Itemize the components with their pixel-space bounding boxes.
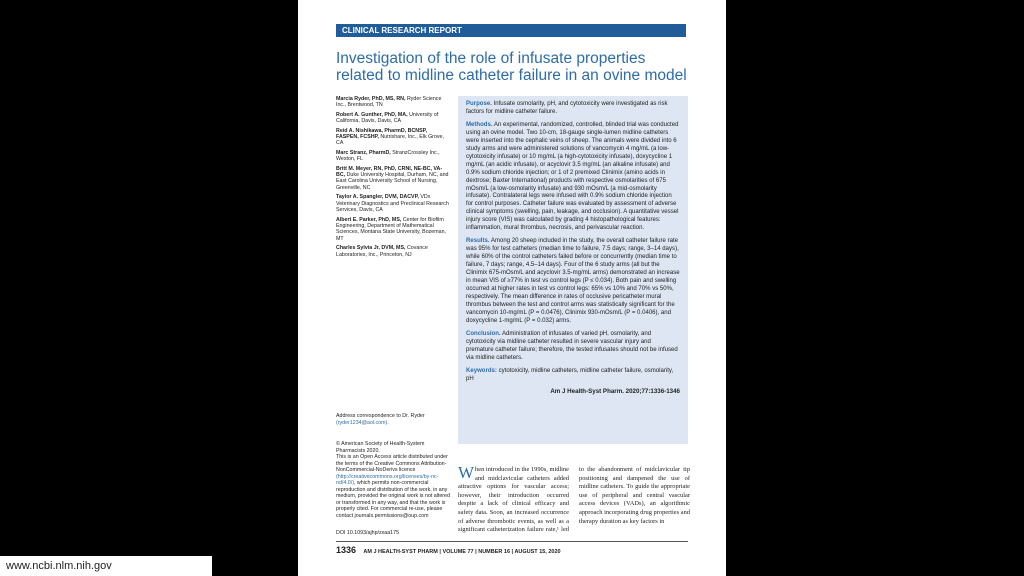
drop-cap: W xyxy=(458,466,475,482)
abstract-text: An experimental, randomized, controlled, blinded trial was conducted using an ovine model. Two 10-cm, 18-gauge single-lumen midline catheters were inserted into the cephalic veins of sheep. The animals were divided into 6 study arms and were administered solutions of vancomycin 4 mg/mL (a low-cytotoxicity infusate) or 10 mg/mL (a high-cytotoxicity infusate), doxycycline 1 mg/mL (an acidic infusate), or acyclovir 3.5 mg/mL (an alkaline infusate) and 0.9% sodium chloride injection; or 1 of 2 premixed Clinimix (amino acids in dextrose; Baxter International) products with respective osmolarities of 675 mOsm/L (a low-osmolarity infusate) and 930 mOsm/L (a mid-osmolarity infusate). Contralateral legs were infused with 0.9% sodium chloride injection for control purposes. Catheter failure was evaluated by assessment of adverse clinical symptoms (swelling, pain, leakage, and occlusion). A quantitative vessel injury score (VIS) was calculated by grading 4 histopathological features: inflammation, mural thrombus, necrosis, and perivascular reaction. xyxy=(466,121,679,232)
abstract-conclusion xyxy=(466,331,680,363)
author-affiliation: VDx Veterinary Diagnostics and Preclinical Research Services, Davis, CA xyxy=(336,194,449,214)
article-page xyxy=(298,0,726,576)
copyright-text: © American Society of Health-System Pharmacists 2020. xyxy=(336,441,425,454)
author-entry xyxy=(336,245,451,258)
author-affiliation: StranzCrossley Inc., Weston, FL xyxy=(336,149,440,163)
abstract-methods xyxy=(466,122,680,233)
source-url-label: www.ncbi.nlm.nih.gov xyxy=(0,556,212,576)
author-name: Charles Sylvia Jr, DVM, MS, xyxy=(336,245,406,252)
license-text: , which permits non-commercial reproduction and distribution of the work, in any medium, provided the original work is not altered or transformed in any way, and that the work is properly cited. For commercial re-use, please contact journals.permissions@oup.com xyxy=(336,480,450,519)
abstract-text: Infusate osmolarity, pH, and cytotoxicity were investigated as risk factors for midline catheter failure. xyxy=(466,101,668,115)
correspondence xyxy=(336,413,451,426)
footer-number: NUMBER 16 xyxy=(478,549,511,555)
section-banner: CLINICAL RESEARCH REPORT xyxy=(336,24,686,37)
abstract-text: Among 20 sheep included in the study, the overall catheter failure rate was 95% for test catheters (median time to failure, 7.5 days; range, 3–14 days), while 60% of the control catheters failed before or concurrently (median time to failure, 7 days; range, 4.5–14 days). Four of the 6 study arms (all but the Clinimix 675-mOsm/L and acyclovir 3.5-mg/mL arms) demonstrated an increase in mean VIS of ≥77% in test vs control legs (P ≤ 0.034). Both pain and swelling occurred at higher rates in test vs control legs: 65% vs 10% and 70% vs 50%, respectively. The mean difference in rates of occlusive pericatheter mural thrombus between the test and control arms was statistically significant for the vancomycin 10-mg/mL (P = 0.0476), Clinimix 930-mOsm/L (P = 0.0406), and doxycycline 1-mg/mL (P = 0.032) arms. xyxy=(466,238,680,324)
author-name: Reid A. Nishikawa, PharmD, BCNSP, FASPEN, FCSHP, xyxy=(336,127,427,141)
author-name: Britt M. Meyer, RN, PhD, CRNI, NE-BC, VA-BC, xyxy=(336,165,443,179)
author-entry xyxy=(336,166,451,192)
footer-date: AUGUST 15, 2020 xyxy=(514,549,561,555)
article-title: Investigation of the role of infusate properties related to midline catheter failure in an ovine model xyxy=(336,50,687,84)
body-text xyxy=(458,466,690,544)
correspondence-text: Address correspondence to Dr. Ryder xyxy=(336,413,425,419)
author-affiliation: Ryder Science Inc., Brentwood, TN xyxy=(336,96,442,109)
author-entry xyxy=(336,96,451,109)
author-name: Marc Stranz, PharmD, xyxy=(336,149,391,156)
author-affiliation: Nutrishare, Inc., Elk Grove, CA xyxy=(336,134,444,147)
abstract-purpose xyxy=(466,101,680,117)
author-entry xyxy=(336,194,451,213)
abstract-keywords xyxy=(466,368,680,384)
author-affiliation: Duke University Hospital, Durham, NC, and East Carolina University School of Nursing, Greenville, NC xyxy=(336,172,449,191)
license-notice xyxy=(336,441,451,519)
author-name: Taylor A. Spangler, DVM, DACVP, xyxy=(336,194,419,201)
author-affiliation: University of California, Davis, Davis, CA xyxy=(336,111,439,125)
journal-citation: Am J Health-Syst Pharm. 2020;77:1336-1346 xyxy=(550,388,680,396)
page-number: 1336 xyxy=(336,545,357,555)
license-text: This is an Open Access article distributed under the terms of the Creative Commons Attribution-NonCommercial-NoDerivs licence xyxy=(336,454,448,473)
author-name: Robert A. Gunther, PhD, MA, xyxy=(336,111,408,118)
author-list xyxy=(336,96,451,261)
author-entry xyxy=(336,150,451,163)
author-name: Albert E. Parker, PhD, MS, xyxy=(336,216,402,223)
abstract-heading: Results. xyxy=(466,238,490,245)
author-name: Marcia Ryder, PhD, MS, RN, xyxy=(336,96,406,102)
footer-journal: AM J HEALTH-SYST PHARM xyxy=(363,549,438,555)
author-entry xyxy=(336,112,451,125)
doi: DOI 10.1093/ajhp/zxaa175 xyxy=(336,530,400,536)
footer-volume: VOLUME 77 xyxy=(442,549,474,555)
abstract-heading: Methods. xyxy=(466,121,493,128)
abstract-results xyxy=(466,238,680,325)
abstract-heading: Keywords: xyxy=(466,367,497,374)
author-affiliation: Center for Biofilm Engineering, Department of Mathematical Sciences, Montana State University, Bozeman, MT xyxy=(336,216,447,242)
body-paragraph: hen introduced in the 1990s, midline and midclavicular catheters added attractive options for vascular access; however, their introduction occurred despite a lack of clinical efficacy and safety data. Soon, an increased occurrence of adverse thrombotic events, as well as a significant catheterization failure rate,¹ led to the abandonment of midclavicular tip positioning and dampened the use of midline catheters. To guide the appropriate use of peripheral and central vascular access devices (VADs), an algorithmic approach incorporating drug properties and therapy duration as key factors in xyxy=(458,466,690,534)
author-entry xyxy=(336,217,451,243)
abstract-text: cytotoxicity, midline catheters, midline catheter failure, osmolarity, pH xyxy=(466,367,674,382)
abstract-heading: Purpose. xyxy=(466,101,492,107)
footer-divider xyxy=(336,541,688,542)
abstract-heading: Conclusion. xyxy=(466,330,501,337)
page-footer: 1336 AM J HEALTH-SYST PHARM | VOLUME 77 | NUMBER 16 | AUGUST 15, 2020 xyxy=(336,545,561,555)
abstract-text: Administration of infusates of varied pH, osmolarity, and cytotoxicity via midline catheter resulted in severe vascular injury and premature catheter failure; therefore, the tested infusates should not be infused via midline catheters. xyxy=(466,330,678,361)
abstract-box xyxy=(458,96,688,444)
author-affiliation: Covance Laboratories, Inc., Princeton, NJ xyxy=(336,245,428,258)
author-entry xyxy=(336,128,451,147)
correspondence-email-link[interactable]: (ryder1234@aol.com). xyxy=(336,419,389,426)
license-link[interactable]: (http://creativecommons.org/licenses/by-nc-nd/4.0/) xyxy=(336,473,439,486)
